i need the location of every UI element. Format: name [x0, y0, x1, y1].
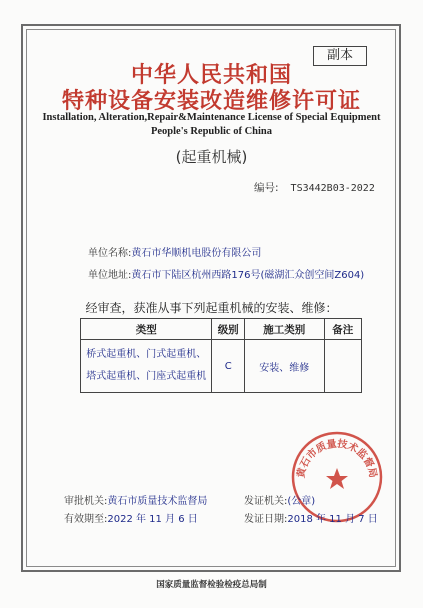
seal-star-icon: [326, 468, 348, 489]
cell-type-line2: 塔式起重机、门座式起重机: [86, 371, 207, 382]
unit-address-label: 单位地址:: [88, 270, 132, 281]
validity: [64, 510, 198, 525]
issuer-label: 发证机关:: [244, 496, 288, 507]
validity-label: 有效期至:: [64, 514, 108, 525]
header-level: 级别: [212, 319, 245, 340]
table-header-row: [81, 319, 362, 340]
approval-label: 审批机关:: [64, 496, 108, 507]
title-cn-line1: 中华人民共和国: [130, 63, 292, 88]
subtitle: (起重机械): [175, 148, 248, 166]
scope-intro: 经审查，获准从事下列起重机械的安装、维修：: [85, 301, 338, 315]
issue-date-label: 发证日期:: [244, 514, 288, 525]
header-type: 类型: [81, 319, 212, 340]
cell-note: [324, 340, 361, 393]
seal-text: 黄石市质量技术监督局: [295, 438, 379, 479]
approval-authority: [64, 492, 207, 507]
serial-value: TS3442B03-2022: [290, 183, 375, 194]
cell-type-line1: 桥式起重机、门式起重机、: [86, 349, 207, 360]
validity-value: 2022 年 11 月 6 日: [107, 514, 198, 525]
approval-value: 黄石市质量技术监督局: [107, 496, 208, 507]
unit-name: [88, 244, 261, 259]
title-en-line2: People's Republic of China: [150, 126, 273, 137]
unit-name-label: 单位名称:: [88, 248, 132, 259]
serial-number: [254, 180, 375, 195]
issuer-footnote: 国家质量监督检验检疫总局制: [156, 580, 267, 590]
serial-label: 编号:: [254, 182, 279, 194]
cell-category: 安装、维修: [244, 340, 324, 393]
header-note: 备注: [324, 319, 361, 340]
issue-date: [244, 510, 378, 525]
issue-date-value: 2018 年 11 月 7 日: [287, 514, 378, 525]
unit-address-value: 黄石市下陆区杭州西路176号(磁湖汇众创空间Z604): [131, 270, 365, 281]
header-category: 施工类别: [244, 319, 324, 340]
license-scope-table: [80, 318, 362, 393]
cell-level: C: [212, 340, 245, 393]
title-cn-line2: 特种设备安装改造维修许可证: [61, 89, 361, 114]
title-en-line1: Installation, Alteration,Repair&Maintenance License of Special Equipment: [42, 112, 381, 123]
unit-name-value: 黄石市华顺机电股份有限公司: [131, 248, 262, 259]
table-row: [81, 340, 362, 393]
unit-address: [88, 266, 364, 281]
cell-type: [81, 340, 212, 393]
issuer-value: (公章): [287, 496, 316, 507]
issuing-authority: [244, 492, 315, 507]
copy-mark: 副本: [313, 46, 367, 66]
